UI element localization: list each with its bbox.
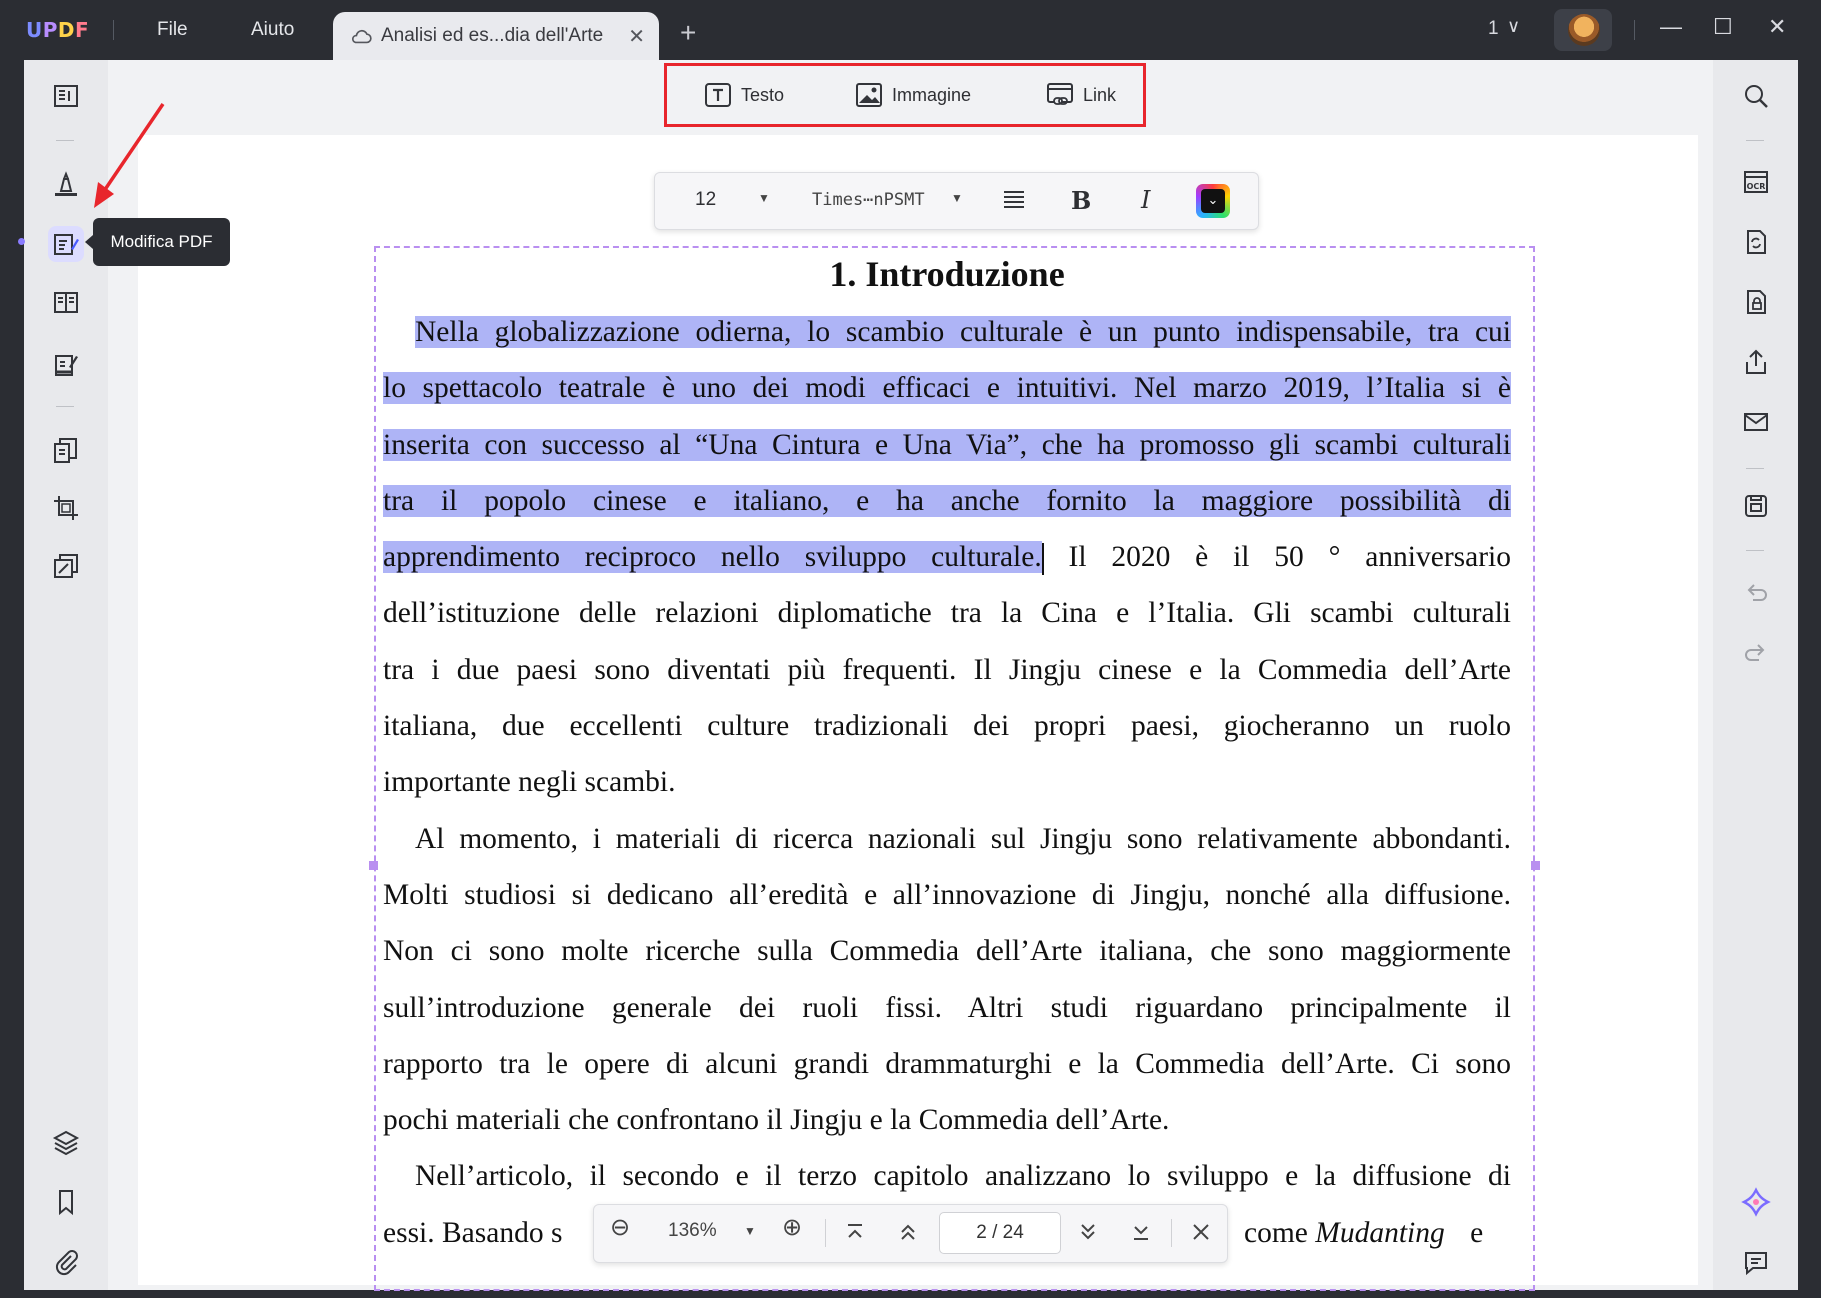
window-count[interactable]: 1 [1488,18,1499,39]
edit-toolbar [664,63,1146,127]
toolbar-separator [56,140,74,141]
page-number-input[interactable] [939,1212,1061,1254]
text-line [383,304,1511,360]
color-dropdown-icon: ⌄ [1201,189,1225,213]
text-line: italiana, due eccellenti culture tradizionali dei propri paesi, giocheranno un ruolo [383,710,1511,743]
text-line: dell’istituzione delle relazioni diplomatiche tra la Cina e l’Italia. Gli scambi culturali [383,597,1511,630]
text-line: Non ci sono molte ricerche sulla Commedia dell’Arte italiana, che sono maggiormente [383,935,1511,968]
selected-text: tra il popolo cinese e italiano, e ha anche fornito la maggiore possibilità di [383,484,1511,517]
document-tab[interactable] [333,12,659,60]
font-size-select[interactable]: 12 [695,189,717,210]
ocr-icon[interactable] [1738,164,1774,200]
share-icon[interactable] [1738,344,1774,380]
protect-icon[interactable] [1738,284,1774,320]
active-indicator [18,238,25,245]
close-window-button[interactable]: ✕ [1768,14,1787,39]
red-arrow-annotation [88,102,168,212]
email-icon[interactable] [1738,404,1774,440]
add-link-button[interactable] [1045,80,1116,110]
text-line: rapporto tra le opere di alcuni grandi drammaturghi e la Commedia dell’Arte. Ci sono [383,1047,1511,1080]
bar-separator [825,1219,826,1247]
resize-handle-right[interactable] [1531,861,1540,870]
selected-text: inserita con successo al “Una Cintura e Una Via”, che ha promosso gli scambi culturali [383,428,1511,461]
italic-button[interactable]: I [1141,186,1151,214]
watermark-icon[interactable] [48,548,84,584]
svg-text:OCR: OCR [1746,182,1766,191]
image-icon [854,81,884,109]
add-text-button[interactable] [703,80,784,110]
zoom-in-icon[interactable]: ⊕ [782,1214,803,1241]
text-line: Al momento, i materiali di ricerca nazionali sul Jingju sono relativamente abbondanti. [415,822,1511,855]
align-justify-icon[interactable] [1002,189,1026,211]
link-icon [1045,81,1075,109]
zoom-level-select[interactable]: 136% [668,1220,717,1241]
bar-separator [1171,1219,1172,1247]
close-bar-icon[interactable] [1191,1222,1211,1242]
new-tab-button[interactable]: + [680,17,697,48]
selected-text: lo spettacolo teatrale è uno dei modi efficaci e intuitivi. Nel marzo 2019, l’Italia si è [383,372,1511,405]
previous-page-icon[interactable] [897,1221,919,1243]
text-segment: Il 2020 è il 50 ° anniversario [1043,541,1511,574]
toolbar-separator [56,406,74,407]
text-line [383,360,1511,416]
add-image-label: Immagine [892,84,972,105]
avatar-image [1568,14,1600,46]
next-page-icon[interactable] [1077,1221,1099,1243]
menu-file[interactable]: File [157,19,188,40]
bold-button[interactable]: B [1071,186,1092,215]
selected-text: apprendimento reciproco nello sviluppo culturale. [383,541,1042,574]
selected-text: Nella globalizzazione odierna, lo scambio culturale è un punto indispensabile, tra cui [415,316,1511,348]
text-line [383,473,1511,529]
tab-title: Analisi ed es...dia dell'Arte [381,25,604,46]
last-page-icon[interactable] [1130,1221,1152,1243]
menu-help[interactable]: Aiuto [251,19,295,40]
section-heading: 1. Introduzione [829,254,1065,294]
comment-icon[interactable] [1738,1244,1774,1280]
toolbar-separator [1746,140,1764,141]
text-line: pochi materiali che confrontano il Jingju e la Commedia dell’Arte. [383,1104,1170,1137]
first-page-icon[interactable] [844,1221,866,1243]
text-icon [703,81,733,109]
text-line: Nell’articolo, il secondo e il terzo capitolo analizzano lo sviluppo e la diffusione di [415,1160,1511,1193]
text-segment: come Mudanting e [1244,1216,1484,1249]
current-page: 2 [976,1222,987,1243]
document-content[interactable] [383,244,1511,1261]
layers-icon[interactable] [48,1124,84,1160]
zoom-caret-icon[interactable]: ▼ [744,1224,756,1238]
minimize-button[interactable]: — [1660,14,1682,39]
redo-icon[interactable] [1738,634,1774,670]
text-line: Molti studiosi si dedicano all’eredità e all’innovazione di Jingju, nonché alla diffusione. [383,878,1511,911]
organize-pages-icon[interactable] [48,432,84,468]
fill-sign-icon[interactable] [48,346,84,382]
attachment-icon[interactable] [48,1244,84,1280]
maximize-button[interactable]: ☐ [1713,14,1733,39]
text-line: sull’introduzione generale dei ruoli fissi. Altri studi riguardano principalmente il [383,991,1511,1024]
text-color-picker[interactable] [1196,184,1230,218]
tab-close-icon[interactable]: ✕ [628,26,645,48]
tooltip: Modifica PDF [93,218,230,266]
resize-handle-left[interactable] [369,861,378,870]
text-format-toolbar [654,172,1259,230]
chevron-down-icon[interactable]: ∨ [1507,16,1521,36]
add-image-button[interactable] [854,80,971,110]
font-family-caret-icon[interactable]: ▼ [951,191,963,205]
page-navigation-bar [593,1204,1228,1263]
add-link-label: Link [1083,84,1117,105]
title-separator [113,20,114,40]
ai-assistant-icon[interactable] [1738,1184,1774,1220]
edit-pdf-icon[interactable] [48,226,84,262]
toolbar-separator [1746,550,1764,551]
text-segment: essi. Basando s [383,1216,563,1249]
search-icon[interactable] [1738,78,1774,114]
cloud-icon [350,27,372,45]
reader-icon[interactable] [48,78,84,114]
font-size-caret-icon[interactable]: ▼ [758,191,770,205]
title-separator [1634,20,1635,40]
crop-icon[interactable] [48,490,84,526]
bookmark-icon[interactable] [48,1184,84,1220]
updf-logo[interactable]: UPDF [26,18,90,42]
total-pages: 24 [1002,1222,1024,1243]
save-icon[interactable] [1738,488,1774,524]
page-separator: / [992,1222,998,1243]
comment-highlighter-icon[interactable] [48,166,84,202]
text-line [383,529,1511,585]
zoom-out-icon[interactable]: ⊖ [610,1214,631,1241]
text-line: tra i due paesi sono diventati più frequenti. Il Jingju cinese e la Commedia dell’Arte [383,653,1511,686]
avatar[interactable] [1554,9,1612,51]
text-line [383,417,1511,473]
title-bar [0,0,1821,60]
undo-icon[interactable] [1738,574,1774,610]
page-view-icon[interactable] [48,284,84,320]
convert-icon[interactable] [1738,224,1774,260]
add-text-label: Testo [741,84,785,105]
text-line: importante negli scambi. [383,766,676,799]
font-family-select[interactable]: Times⋯nPSMT [812,190,925,210]
toolbar-separator [1746,468,1764,469]
